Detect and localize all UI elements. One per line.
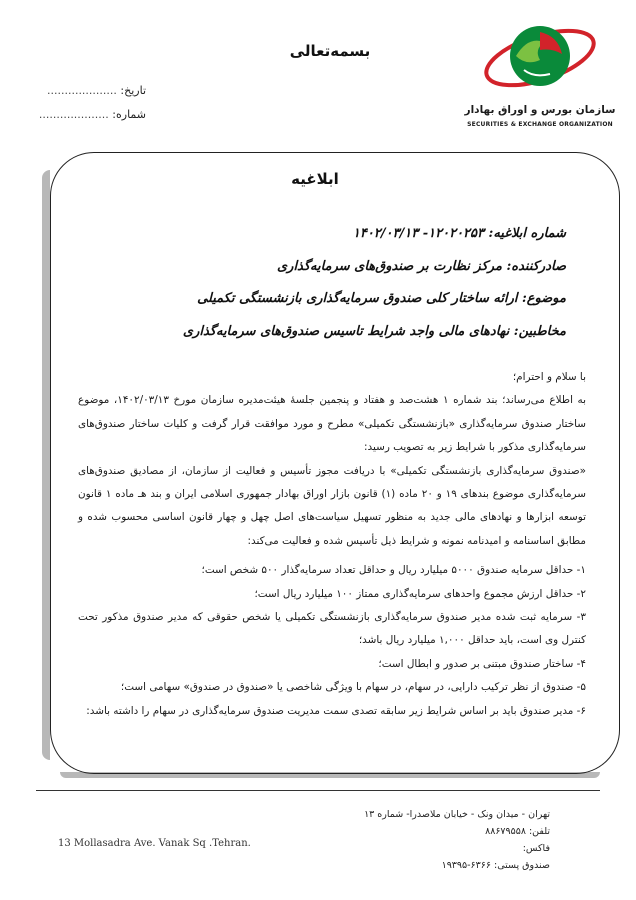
footer-phone: تلفن: ۸۸۶۷۹۵۵۸ [485,826,550,837]
condition-5: ۵- صندوق از نظر ترکیب دارایی، در سهام، در سهام با ویژگی شاخصی یا «صندوق در صندوق» سهامی است؛ [120,681,586,694]
condition-1: ۱- حداقل سرمایه صندوق ۵۰۰۰ میلیارد ریال و حداقل تعداد سرمایه‌گذار ۵۰۰ شخص است؛ [201,564,586,577]
audience: مخاطبین: نهادهای مالی واجد شرایط تاسیس صندوق‌های سرمایه‌گذاری [182,324,566,339]
paragraph-2: «صندوق سرمایه‌گذاری بازنشستگی تکمیلی» با دریافت مجوز تأسیس و فعالیت از سازمان، از مصادیق صندوق‌های سرمایه‌گذاری موضوع بندهای ۱۹ و ۲۰ ماده (۱) قانون بازار اوراق بهادار جمهوری اسلامی ایران و بند هـ ماده ۱ قانون توسعه ابزارها و نهادهای مالی جدید به منظور تسهیل سیاست‌های اصل چهل و چهار قانون اساسی محسوب شده و مطابق اساسنامه و امیدنامه نمونه و شرایط ذیل تأسیس شده و فعالیت می‌کند: [78,464,586,547]
notice-number: شماره ابلاغیه: ۱۲۰۲۰۲۵۳- ۱۴۰۲/۰۳/۱۳ [352,226,566,241]
number-label: شماره: [112,108,146,121]
condition-2: ۲- حداقل ارزش مجموع واحدهای سرمایه‌گذاری ممتاز ۱۰۰ میلیارد ریال است؛ [254,587,586,600]
issuer: صادرکننده: مرکز نظارت بر صندوق‌های سرمایه‌گذاری [276,259,566,274]
bismillah-heading: بسمه‌تعالی [289,42,371,60]
sec-globe-logo-icon [480,12,600,104]
document-body [78,366,586,723]
footer-address-fa: تهران - میدان ونک - خیابان ملاصدرا- شماره ۱۳ [364,809,550,820]
number-field [36,108,146,121]
organization-name-en: SECURITIES & EXCHANGE ORGANIZATION [467,121,613,128]
date-label: تاریخ: [120,84,146,97]
paragraph-1: به اطلاع می‌رساند؛ بند شماره ۱ هشت‌صد و هفتاد و پنجمین جلسهٔ هیئت‌مدیره سازمان مورخ ۱۴۰۲/۰۳/۱۳، موضوع ساختار صندوق سرمایه‌گذاری «بازنشستگی تکمیلی» مطرح و مورد موافقت قرار گرفت و کلیات ساختار صندوق‌های سرمایه‌گذاری مذکور با شرایط زیر به تصویب رسید: [78,394,586,454]
date-dots: .................... [46,84,117,97]
footer-po-box: صندوق پستی: ۶۳۶۶-۱۹۳۹۵ [441,860,550,871]
organization-logo [460,12,626,132]
footer-contact-fa [290,806,550,874]
condition-6: ۶- مدیر صندوق باید بر اساس شرایط زیر سابقه تصدی سمت مدیریت صندوق سرمایه‌گذاری در سهام را داشته باشد: [86,704,586,717]
condition-4: ۴- ساختار صندوق مبتنی بر صدور و ابطال است؛ [378,657,586,670]
footer-divider [36,790,600,791]
subject: موضوع: ارائه ساختار کلی صندوق سرمایه‌گذاری بازنشستگی تکمیلی [197,291,566,306]
greeting: با سلام و احترام؛ [512,371,586,383]
footer-fax: فاکس: [522,843,550,854]
frame-shadow-left [42,170,50,760]
number-dots: .................... [38,108,109,121]
date-field [36,84,146,97]
document-title: ابلاغیه [291,170,339,188]
condition-3: ۳- سرمایه ثبت شده مدیر صندوق سرمایه‌گذاری بازنشستگی تکمیلی یا شخص حقوقی که مدیر صندوق مذکور تحت کنترل وی است، باید حداقل ۱,۰۰۰ میلیارد ریال باشد؛ [78,611,586,647]
organization-name-fa: سازمان بورس و اوراق بهادار [464,104,616,116]
footer-address-en: 13 Mollasadra Ave. Vanak Sq .Tehran. [58,838,251,849]
